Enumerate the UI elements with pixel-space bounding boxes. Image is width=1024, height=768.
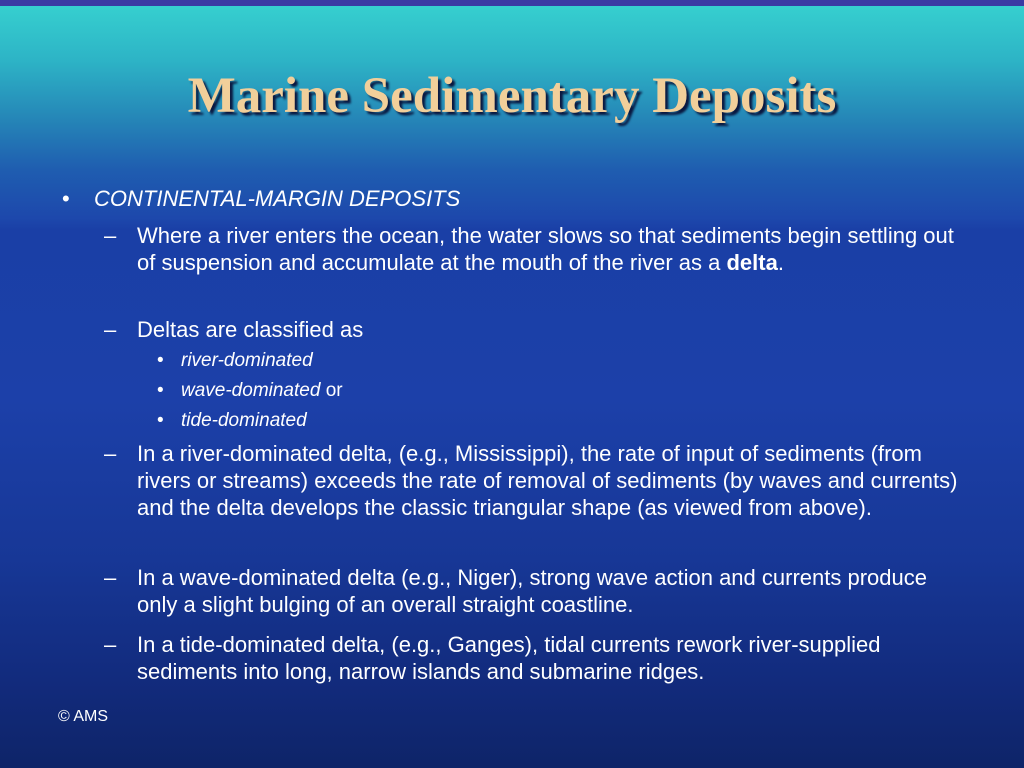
bullet-item-river-dominated-delta	[104, 440, 974, 521]
bullet-item-deltas-classified	[104, 316, 974, 343]
dash-icon: –	[104, 441, 117, 466]
sub-item-tide-dominated	[157, 408, 307, 434]
bullet-item-wave-dominated-delta	[104, 564, 974, 618]
sub-item-label: tide-dominated	[181, 410, 307, 431]
dash-icon: –	[104, 632, 117, 657]
bullet-icon: •	[157, 350, 164, 371]
bullet-item-text	[137, 222, 967, 276]
sub-item-label: wave-dominated	[181, 380, 321, 401]
bullet-item-text: Deltas are classified as	[137, 317, 364, 342]
bullet-item-text: In a tide-dominated delta, (e.g., Ganges), tidal currents rework river-supplied sediments into long, narrow islands and submarine ridges.	[137, 632, 881, 684]
section-heading-text: CONTINENTAL-MARGIN DEPOSITS	[94, 186, 461, 211]
sub-item-wave-dominated	[157, 378, 343, 404]
copyright-footer: © AMS	[58, 708, 109, 725]
item-text-part: .	[777, 250, 784, 275]
bullet-item-tide-dominated-delta	[104, 631, 974, 685]
dash-icon: –	[104, 317, 117, 342]
delta-term: delta	[726, 250, 778, 275]
dash-icon: –	[104, 223, 117, 248]
slide-title: Marine Sedimentary Deposits	[187, 68, 837, 124]
dash-icon: –	[104, 565, 117, 590]
sub-item-suffix: or	[320, 380, 343, 401]
sub-item-river-dominated	[157, 348, 313, 374]
item-text-part: Where a river enters the ocean, the water slows so that sediments begin settling out of suspension and accumulate at the mouth of the river as a	[137, 223, 954, 275]
bullet-icon: •	[62, 186, 70, 211]
bullet-item-river-enters-ocean	[104, 222, 974, 276]
bullet-item-text: In a river-dominated delta, (e.g., Mississippi), the rate of input of sediments (from rivers or streams) exceeds the rate of removal of sediments (by waves and currents) and the delta develops the classic triangular shape (as viewed from above).	[137, 441, 958, 520]
bullet-icon: •	[157, 410, 164, 431]
section-heading	[62, 184, 460, 214]
bullet-item-text: In a wave-dominated delta (e.g., Niger), strong wave action and currents produce only a slight bulging of an overall straight coastline.	[137, 565, 927, 617]
bullet-icon: •	[157, 380, 164, 401]
sub-item-label: river-dominated	[181, 350, 313, 371]
